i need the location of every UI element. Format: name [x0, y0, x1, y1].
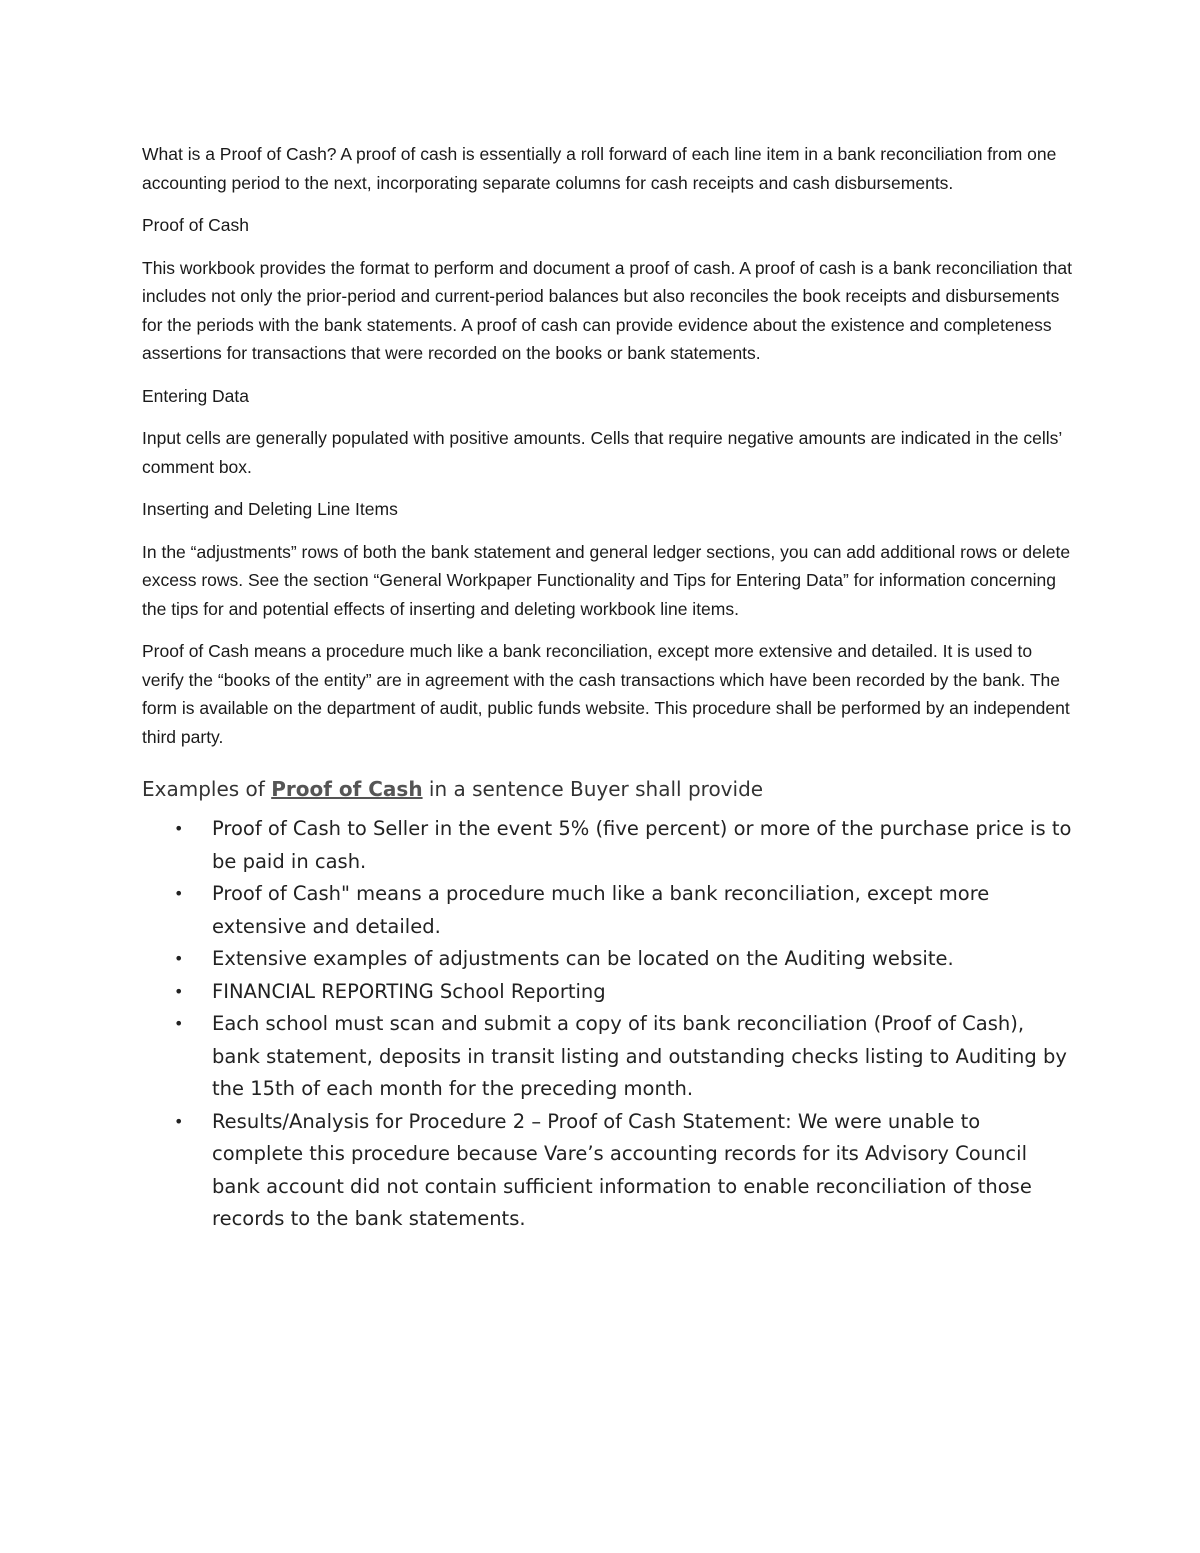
list-item-text: Proof of Cash to Seller in the event 5% (five percent) or more of the purchase price is to be paid in cash. — [212, 817, 1072, 873]
proof-of-cash-link[interactable]: Proof of Cash — [271, 777, 423, 801]
bullet-icon: • — [174, 981, 184, 1001]
list-item — [142, 976, 1072, 1009]
section-body-entering-data: Input cells are generally populated with positive amounts. Cells that require negative amounts are indicated in the cells’ comment box. — [142, 428, 1062, 477]
section-heading-entering-data: Entering Data — [142, 385, 250, 406]
bullet-icon: • — [174, 819, 184, 838]
bullet-icon: • — [174, 949, 184, 968]
definition-paragraph: Proof of Cash means a procedure much like a bank reconciliation, except more extensive and detailed. It is used to verify the “books of the entity” are in agreement with the cash transactions which have been recorded by the bank. The form is available on the department of audit, public funds website. This procedure shall be performed by an independent third party. — [142, 641, 1070, 747]
section-body-inserting-deleting: In the “adjustments” rows of both the bank statement and general ledger sections, you can add additional rows or delete excess rows. See the section “General Workpaper Functionality and Tips for Entering Data” for information concerning the tips for and potential effects of inserting and deleting workbook line items. — [142, 541, 1071, 619]
list-item — [142, 943, 1072, 976]
intro-paragraph: What is a Proof of Cash? A proof of cash is essentially a roll forward of each line item in a bank reconciliation from one accounting period to the next, incorporating separate columns for cash receipts and cash disbursements. — [142, 144, 1057, 193]
section-heading-proof-of-cash: Proof of Cash — [142, 215, 249, 235]
bullet-icon: • — [174, 1014, 184, 1033]
list-item-text: FINANCIAL REPORTING School Reporting — [212, 979, 606, 1003]
bullet-icon: • — [174, 884, 184, 903]
section-heading-inserting-deleting: Inserting and Deleting Line Items — [142, 499, 398, 519]
list-item — [142, 878, 1072, 943]
list-item-text: Extensive examples of adjustments can be located on the Auditing website. — [212, 947, 954, 970]
examples-heading-prefix: Examples of — [142, 777, 272, 801]
list-item — [142, 813, 1072, 878]
bullet-icon: • — [174, 1111, 184, 1131]
list-item — [142, 1106, 1072, 1236]
section-body-proof-of-cash: This workbook provides the format to perform and document a proof of cash. A proof of cash is a bank reconciliation that includes not only the prior-period and current-period balances but also reconciles the book receipts and disbursements for the periods with the bank statements. A proof of cash can provide evidence about the existence and completeness assertions for transactions that were recorded on the books or bank statements. — [142, 257, 1072, 363]
document-page — [142, 140, 1072, 1236]
list-item — [142, 1008, 1072, 1106]
list-item-text: Proof of Cash" means a procedure much like a bank reconciliation, except more extensive and detailed. — [212, 882, 990, 938]
list-item-text: Each school must scan and submit a copy of its bank reconciliation (Proof of Cash), bank statement, deposits in transit listing and outstanding checks listing to Auditing by the 15th of each month for the preceding month. — [212, 1012, 1067, 1100]
list-item-text: Results/Analysis for Procedure 2 – Proof of Cash Statement: We were unable to complete this procedure because Vare’s accounting records for its Advisory Council bank account did not contain sufficient information to enable reconciliation of those records to the bank statements. — [212, 1109, 1032, 1230]
examples-heading — [142, 773, 1072, 805]
examples-list — [142, 813, 1072, 1236]
examples-heading-suffix: in a sentence Buyer shall provide — [422, 777, 764, 801]
